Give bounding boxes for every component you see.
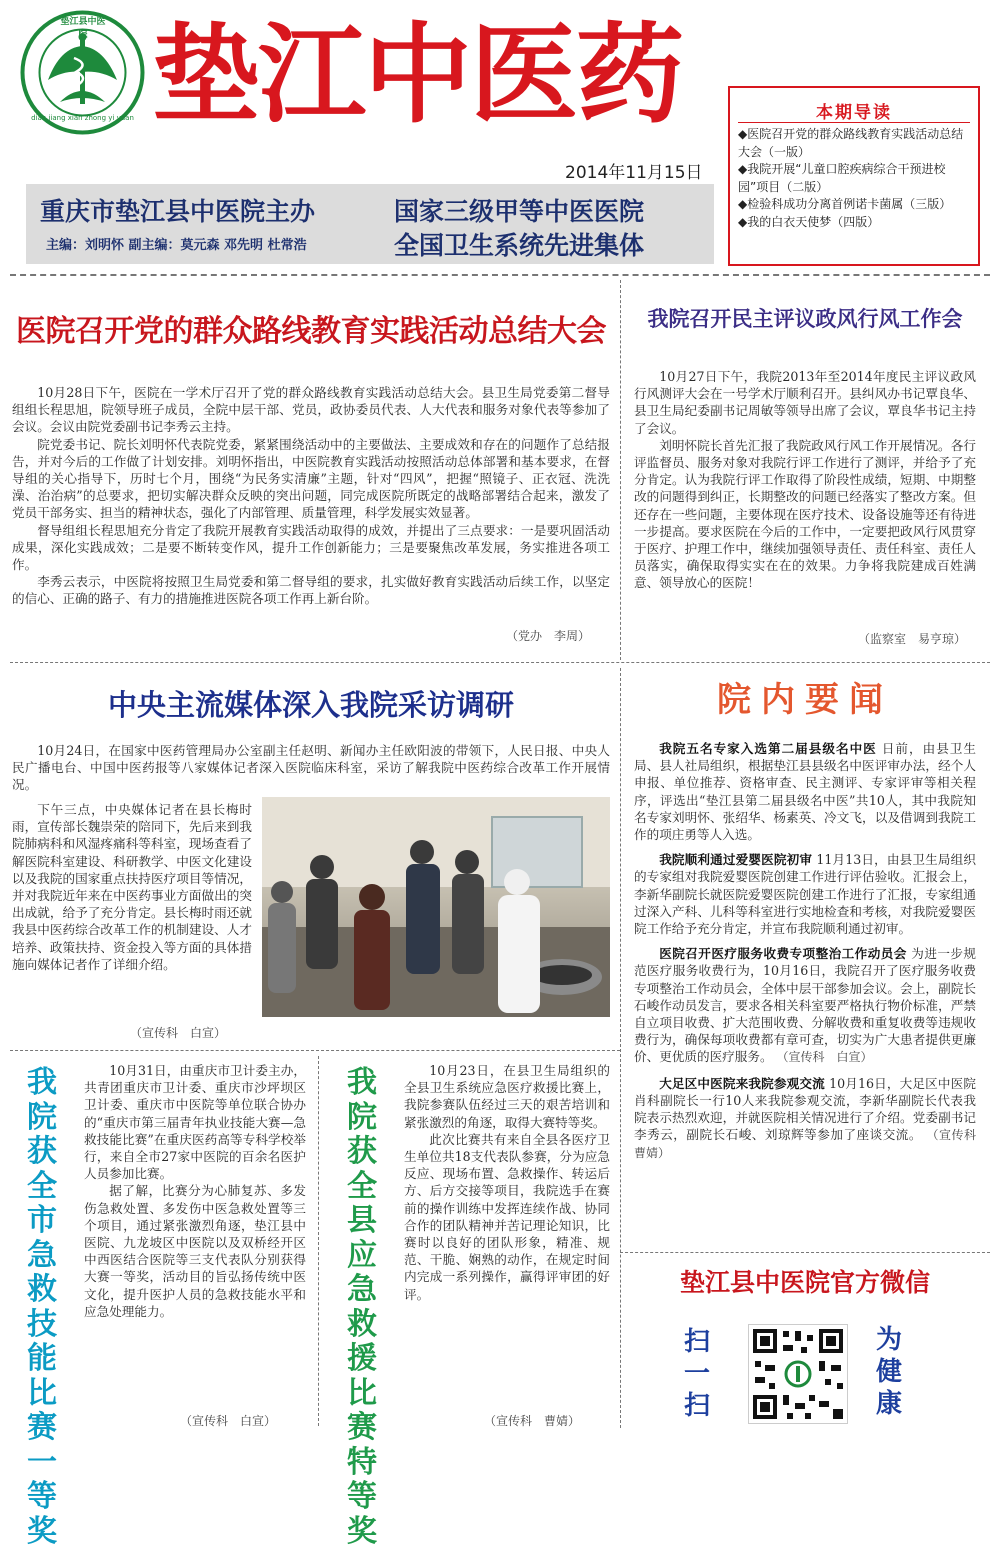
paragraph: 刘明怀院长首先汇报了我院政风行风工作开展情况。各行评监督员、服务对象对我院行评工作进行了测评，并给予了充分肯定。认为我院行评工作取得了阶段性成绩，短期、中期整改的问题得到纠正，长期整改的问题已经落实了整改方案。但还存在一些问题，主要体现在医疗技术、设备设施等还有待进一步提高。要求医院在今后的工作中，一定要把政风行风贯穿于医疗、护理工作中，继续加强领导责任、责任科室、责任人员落实，确保取得实实在在的效果。力争将我院建成百姓满意、领导放心的医院！ xyxy=(634,437,976,591)
paragraph: 下午三点，中央媒体记者在县长梅时雨，宣传部长魏崇荣的陪同下，先后来到我院肺病科和风湿疼痛科等科室，现场查看了解医院科室建设、科研教学、中医文化建设以及我院的国家重点扶持医疗项目等情况，并对我院近年来在中医药事业方面做出的突出成就，给予了充分肯定。县长梅时雨还就我县中医药综合改革工作的机制建设、人才培养、政策扶持、资金投入等方面的具体措施向媒体记者作了详细介绍。 xyxy=(12,802,252,972)
news-item-text: 11月13日，由县卫生局组织的专家组对我院爱婴医院创建工作进行评估验收。汇报会上，李新华副院长就医院爱婴医院创建工作进行了汇报，专家组通过深入产科、儿科等科室进行实地检查和考核，对我院爱婴医院工作给予充分肯定，并宣布我院顺利通过初审。 xyxy=(634,852,976,937)
article-city-body xyxy=(84,1062,306,1320)
guide-list xyxy=(738,126,970,231)
paragraph: 院党委书记、院长刘明怀代表院党委，紧紧围绕活动中的主要做法、主要成效和存在的问题作了总结报告，并对今后的工作做了计划安排。刘明怀指出，中医院教育实践活动按照活动总体部署和基本要求，在督导组的关心指导下，历时七个月，围绕“为民务实清廉”主题，针对“四风”，把握“照镜子、正衣冠、洗洗澡、治治病”的总要求，把切实解决群众反映的突出问题，同完成医院所既定的战略部署结合起来，激发了党员干部务实、担当的精神状态，强化了内部管理、质量管理，科学发展实效显著。 xyxy=(12,436,610,521)
paragraph: 10月28日下午，医院在一学术厅召开了党的群众路线教育实践活动总结大会。县卫生局党委第二督导组组长程思旭，院领导班子成员，全院中层干部、党员，政协委员代表、人大代表和服务对象代表等参加了会议。会议由院党委副书记李秀云主持。 xyxy=(12,385,610,435)
masthead-title: 垫江中医药 xyxy=(152,12,683,138)
news-item-lead: 我院顺利通过爱婴医院初审 xyxy=(659,852,813,868)
news-item-lead: 我院五名专家入选第二届县级名中医 xyxy=(659,741,877,756)
guide-item[interactable]: ◆我院开展“儿童口腔疾病综合干预进校园”项目（二版） xyxy=(738,162,946,194)
column-divider xyxy=(318,1056,319,1426)
article-county-body xyxy=(404,1062,610,1303)
column-divider xyxy=(620,668,621,1428)
hospital-logo xyxy=(20,10,145,135)
row-divider xyxy=(10,1050,620,1051)
paragraph: 10月24日，在国家中医药管理局办公室副主任赵明、新闻办主任欧阳波的带领下，人民日报、中央人民广播电台、中国中医药报等八家媒体记者深入医院临床科室，采访了解我院中医药综合改革工作开展情况。 xyxy=(12,743,610,793)
article-media-intro xyxy=(12,742,610,794)
wechat-health-text: 为健康 xyxy=(875,1325,902,1419)
article-media-body xyxy=(12,801,252,973)
wechat-block xyxy=(634,1258,976,1433)
guide-item[interactable]: ◆我的白衣天使梦（四版） xyxy=(738,214,880,229)
qr-code-icon xyxy=(749,1325,847,1423)
news-item-lead: 医院召开医疗服务收费专项整治工作动员会 xyxy=(659,946,907,962)
honor-text: 全国卫生系统先进集体 xyxy=(394,231,645,260)
wechat-qr-code[interactable] xyxy=(748,1324,848,1424)
article-main-headline: 医院召开党的群众路线教育实践活动总结大会 xyxy=(16,314,606,349)
guide-item[interactable]: ◆医院召开党的群众路线教育实践活动总结大会（一版） xyxy=(738,127,964,159)
row-divider xyxy=(10,662,990,663)
article-county-contest xyxy=(326,1056,616,1549)
news-item-signature: （宣传科 曹婧） xyxy=(634,1128,988,1161)
paragraph: 李秀云表示，中医院将按照卫生局党委和第二督导组的要求，扎实做好教育实践活动后续工作，以坚定的信心、正确的路子、有力的措施推进医院各项工作再上新台阶。 xyxy=(12,574,610,607)
wechat-scan-text: 扫一扫 xyxy=(683,1327,710,1421)
article-county-signature: （宣传科 曹婧） xyxy=(484,1414,581,1428)
issue-date: 2014年11月15日 xyxy=(565,163,703,183)
article-county-vertical-title: 我院获全县应急救援比赛特等奖 xyxy=(347,1065,377,1549)
news-item xyxy=(634,740,976,843)
column-divider xyxy=(620,280,621,660)
sponsor-text: 重庆市垫江县中医院主办 xyxy=(40,197,316,226)
paragraph: 10月23日，在县卫生局组织的全县卫生系统应急医疗救援比赛上，我院参赛队伍经过三天的艰苦培训和紧张激烈的角逐，取得大赛特等奖。 xyxy=(404,1063,610,1130)
wechat-title: 垫江县中医院官方微信 xyxy=(679,1268,930,1297)
article-main-body xyxy=(12,384,610,608)
article-city-contest xyxy=(12,1056,312,1549)
reporters-visiting-lab-image xyxy=(262,797,610,1017)
article-city-signature: （宣传科 白宣） xyxy=(180,1414,277,1428)
article-city-vertical-title: 我院获全市急救技能比赛一等奖 xyxy=(27,1065,57,1549)
news-list xyxy=(634,740,988,1163)
row-divider xyxy=(620,1252,990,1253)
paragraph: 10月31日，由重庆市卫计委主办，共青团重庆市卫计委、重庆市沙坪坝区卫计委、重庆市中医院等单位联合协办的“重庆市第三届青年执业技能大赛—急救技能比赛”在重庆医药高等专科学校举行，来自全市27家中医院的百余名医护人员参加比赛。 xyxy=(84,1063,306,1182)
article-main xyxy=(12,288,610,650)
article-review-body xyxy=(634,368,976,592)
guide-item[interactable]: ◆检验科成功分离首例诺卡菌属（三版） xyxy=(738,197,952,211)
masthead-rule xyxy=(10,274,990,276)
guide-divider xyxy=(738,122,970,123)
news-item-lead: 大足区中医院来我院参观交流 xyxy=(659,1075,825,1091)
editors-text: 主编：刘明怀 副主编：莫元森 邓先明 杜常浩 xyxy=(46,238,307,253)
article-media-headline: 中央主流媒体深入我院采访调研 xyxy=(107,688,514,722)
logo-pinyin: dian jiang xian zhong yi yuan xyxy=(31,114,134,122)
news-item-text: 10月16日，大足区中医院肖科副院长一行10人来我院参观交流，李新华副院长代表我院表示热烈欢迎，并就医院相关情况进行了介绍。党委副书记李秀云，副院长石峻、刘琼辉等参加了座谈交流。 xyxy=(634,1075,976,1143)
article-review xyxy=(634,296,976,656)
sponsor-banner xyxy=(26,184,714,264)
article-review-signature: （监察室 易亨琼） xyxy=(857,632,966,646)
news-section-title: 院内要闻 xyxy=(717,680,893,720)
news-section xyxy=(634,670,988,1190)
news-item xyxy=(634,945,976,1066)
interview-photo xyxy=(262,797,610,1017)
logo-text: 垫江县中医院 xyxy=(60,17,106,40)
news-item-text: 为进一步规范医疗服务收费行为，10月16日，我院召开了医疗服务收费专项整治工作动员会，全体中层干部参加会议。会上，副院长石峻作动员发言，要求各相关科室要严格执行物价标准，严禁自立项目收费、扩大范围收费、分解收费和重复收费等违规收费行为，确保每项收费都有章可查，切实为广大患者提供更廉价、更优质的医疗服务。 xyxy=(634,946,977,1065)
paragraph: 据了解，比赛分为心肺复苏、多发伤急救处置、多发伤中医急救处置等三个项目，通过紧张激烈角逐，垫江县中医院、九龙坡区中医院以及双桥经开区中西医结合医院等三支代表队分别获得大赛一等奖，活动目的旨弘扬传统中医文化，提升医护人员的急救技能水平和应急处理能力。 xyxy=(84,1183,306,1319)
guide-title: 本期导读 xyxy=(816,103,892,123)
article-review-headline: 我院召开民主评议政风行风工作会 xyxy=(647,307,963,331)
news-item xyxy=(634,1075,988,1163)
article-media-signature: （宣传科 白宣） xyxy=(130,1026,227,1040)
news-item xyxy=(634,851,976,937)
article-media xyxy=(12,670,610,1045)
paragraph: 10月27日下午，我院2013年至2014年度民主评议政风行风测评大会在一号学术厅顺利召开。县纠风办书记覃良华、县卫生局纪委副书记周敏等领导出席了会议，覃良华书记主持了会议。 xyxy=(634,369,976,436)
rank-text: 国家三级甲等中医医院 xyxy=(394,197,645,226)
news-item-signature: （宣传科 白宣） xyxy=(776,1050,873,1065)
issue-guide xyxy=(728,86,980,266)
news-item-text: 日前，由县卫生局、县人社局组织，根据垫江县县级名中医评审办法，经个人申报、单位推荐、资格审查、民主测评、专家评审等相关程序，评选出“垫江县第二届县级名中医”共10人，其中我院知名专家刘明怀、张绍华、杨素英、冷文飞，以及借调到我院工作的项庄勇等人入选。 xyxy=(634,741,977,843)
paragraph: 此次比赛共有来自全县各医疗卫生单位共18支代表队参赛，分为应急反应、现场布置、急救操作、转运后方、后方交接等项目，我院选手在赛前的操作训练中发挥连续作战、协同合作的团队精神并苦记理论知识，比赛时以良好的团队形象，精准、规范、干脆、娴熟的动作，在规定时间内完成一系列操作，赢得评审团的好评。 xyxy=(404,1131,610,1302)
paragraph: 督导组组长程思旭充分肯定了我院开展教育实践活动取得的成效，并提出了三点要求：一是要巩固活动成果，深化实践成效；二是要不断转变作风，提升工作创新能力；三是要聚焦改革发展，务实推进各项工作。 xyxy=(12,522,610,573)
article-main-signature: （党办 李周） xyxy=(505,629,590,643)
